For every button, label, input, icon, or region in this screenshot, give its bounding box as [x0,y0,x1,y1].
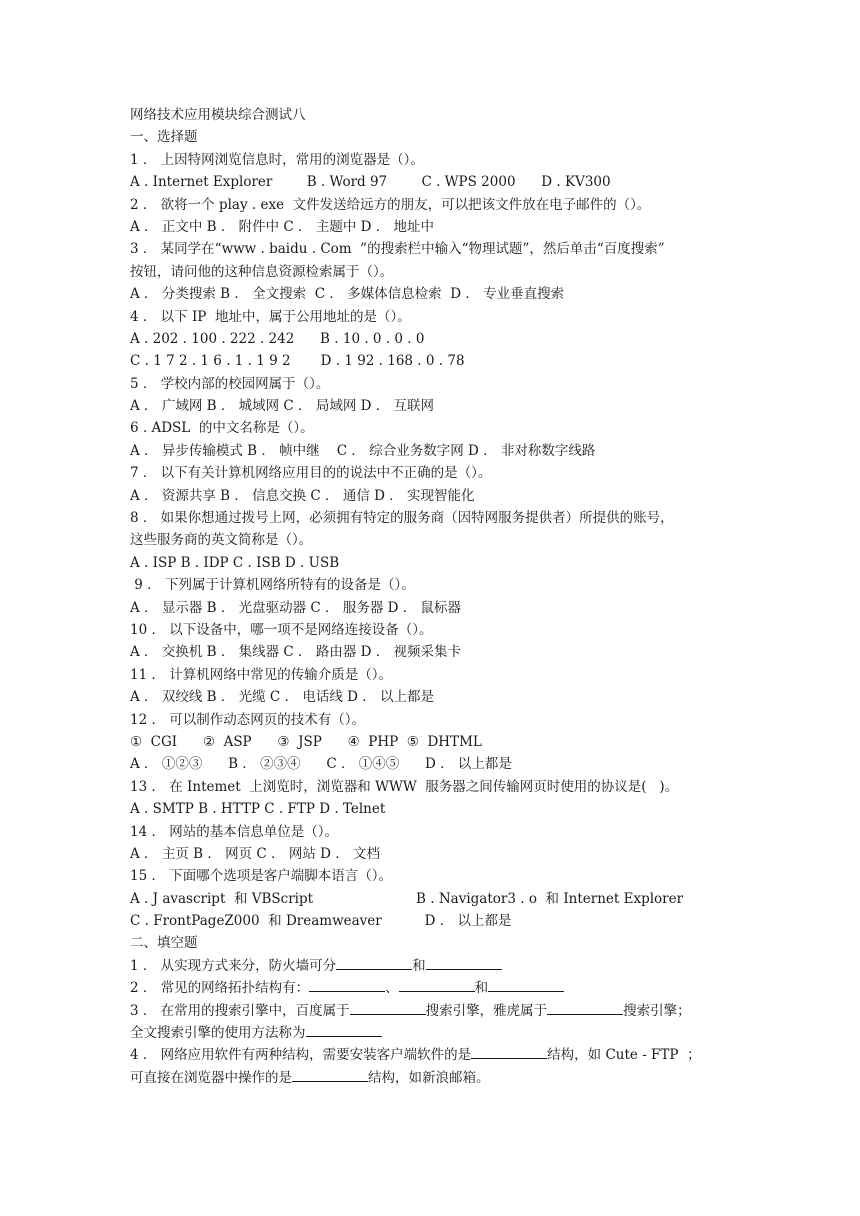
answer-blank[interactable] [471,1044,547,1059]
question-line: 10 ． 以下设备中，哪一项不是网络连接设备（）。 [130,621,433,638]
question-line: ① CGI ② ASP ③ JSP ④ PHP ⑤ DHTML [130,733,482,750]
question-line: 5 ． 学校内部的校园网属于（）。 [130,375,330,392]
question-line: 3 ． 某同学在“www . baidu . Com ”的搜索栏中输入“物理试题”，然后单击“百度搜索” [130,241,665,258]
question-line: 2 ． 欲将一个 play . exe 文件发送给远方的朋友，可以把该文件放在电子邮件的（）。 [130,196,651,213]
answer-blank[interactable] [399,977,475,992]
question-line: A ． 分类搜索 B ． 全文搜索 C ． 多媒体信息检索 D ． 专业垂直搜索 [130,286,565,303]
fill-question-3-cont: 全文搜索引擎的使用方法称为 [130,1022,740,1044]
question-line: 6 . ADSL 的中文名称是（）。 [130,420,314,437]
question-line: 4 ． 以下 IP 地址中，属于公用地址的是（）。 [130,308,411,325]
question-line: A . J avascript 和 VBScript B . Navigator3 . o 和 Internet Explorer [130,890,684,907]
question-line: A ． 交换机 B ． 集线器 C ． 路由器 D ． 视频采集卡 [130,644,462,661]
question-line: A ． ①②③ B ． ②③④ C ． ①④⑤ D ． 以上都是 [130,756,512,773]
question-line: A ． 正文中 B ． 附件中 C ． 主题中 D ． 地址中 [130,218,435,235]
document-title: 网络技术应用模块综合测试八 [130,107,306,123]
answer-blank[interactable] [488,977,564,992]
fill-question-4: 4 ． 网络应用软件有两种结构，需要安装客户端软件的是 结构，如 Cute - FTP ； [130,1044,740,1066]
fill-question-4-cont: 可直接在浏览器中操作的是 结构，如新浪邮箱。 [130,1067,740,1089]
question-line: 7 ． 以下有关计算机网络应用目的的说法中不正确的是（）。 [130,465,492,482]
question-line: A ． 显示器 B ． 光盘驱动器 C ． 服务器 D ． 鼠标器 [130,599,462,616]
fill-question-3: 3 ． 在常用的搜索引擎中，百度属于 搜索引擎，雅虎属于 搜索引擎； [130,1000,740,1022]
fill-question-2: 2 ． 常见的网络拓扑结构有： 、 和 [130,977,740,999]
question-line: A . 202 . 100 . 222 . 242 B . 10 . 0 . 0 . 0 [130,330,425,347]
document-page [130,104,740,1089]
answer-blank[interactable] [426,955,502,970]
choice-questions [130,149,740,933]
answer-blank[interactable] [547,1000,623,1015]
section-heading-fill: 二、填空题 [130,935,198,952]
question-line: 按钮，请问他的这种信息资源检索属于（）。 [130,263,394,280]
answer-blank[interactable] [292,1067,368,1082]
question-line: A ． 主页 B ． 网页 C ． 网站 D ． 文档 [130,845,381,862]
question-line: A . SMTP B . HTTP C . FTP D . Telnet [130,801,386,818]
question-line: A . ISP B . IDP C . ISB D . USB [130,554,340,571]
question-line: C . 1 7 2 . 1 6 . 1 . 1 9 2 D . 1 92 . 168 . 0 . 78 [130,353,465,370]
question-line: C . FrontPageZ000 和 Dreamweaver D ． 以上都是 [130,913,512,930]
question-line: A ． 双绞线 B ． 光缆 C ． 电话线 D ． 以上都是 [130,689,435,706]
question-line: 1 ． 上因特网浏览信息时，常用的浏览器是（）。 [130,151,424,168]
question-line: 8 ． 如果你想通过拨号上网，必须拥有特定的服务商（因特网服务提供者）所提供的账号， [130,510,674,527]
answer-blank[interactable] [336,955,412,970]
question-line: A ． 广域网 B ． 城域网 C ． 局域网 D ． 互联网 [130,398,435,415]
question-line: 13 ． 在 Intemet 上浏览时，浏览器和 WWW 服务器之间传输网页时使用的协议是( )。 [130,778,679,795]
question-line: 15 ． 下面哪个选项是客户端脚本语言（）。 [130,868,393,885]
answer-blank[interactable] [306,1022,382,1037]
question-line: A ． 异步传输模式 B ． 帧中继 C ． 综合业务数字网 D ． 非对称数字线路 [130,442,596,459]
fill-question-1: 1 ． 从实现方式来分，防火墙可分 和 [130,955,740,977]
question-line: 这些服务商的英文简称是（）。 [130,532,313,549]
question-line: 9 ． 下列属于计算机网络所特有的设备是（）。 [130,577,415,594]
answer-blank[interactable] [350,1000,426,1015]
question-line: A . Internet Explorer B . Word 97 C . WPS 2000 D . KV300 [130,174,611,191]
question-line: 12 ． 可以制作动态网页的技术有（）。 [130,711,366,728]
question-line: A ． 资源共享 B ． 信息交换 C ． 通信 D ． 实现智能化 [130,487,475,504]
question-line: 14 ． 网站的基本信息单位是（）。 [130,823,339,840]
answer-blank[interactable] [309,977,385,992]
question-line: 11 ． 计算机网络中常见的传输介质是（）。 [130,666,393,683]
section-heading-choice: 一、选择题 [130,129,198,146]
